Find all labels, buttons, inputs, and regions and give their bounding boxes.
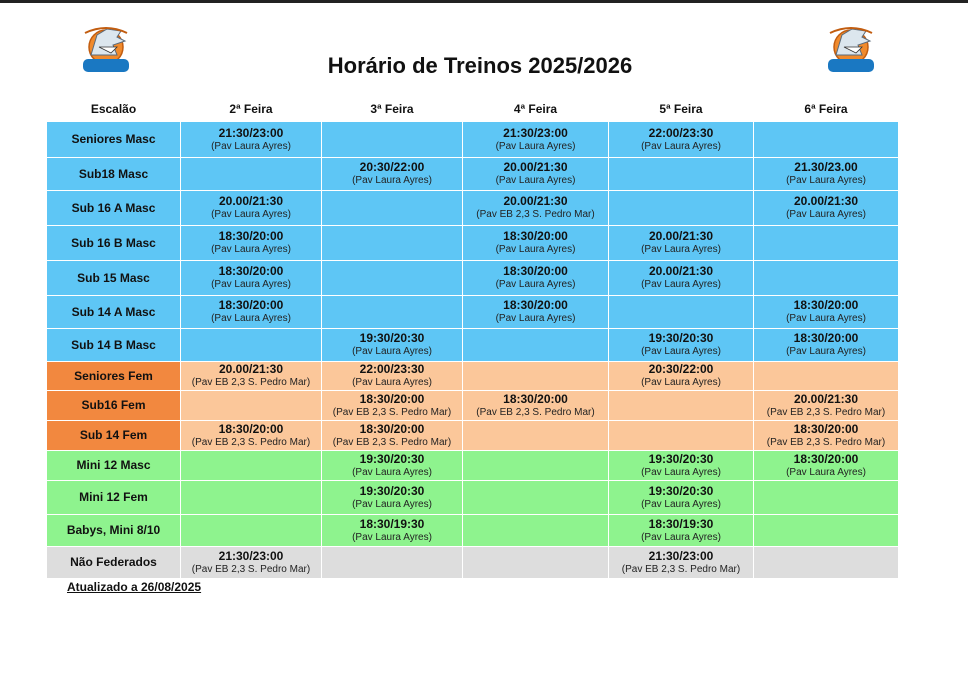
schedule-cell — [181, 547, 322, 579]
training-time: 21:30/23:00 — [503, 125, 568, 140]
schedule-cell — [322, 451, 463, 481]
table-row — [47, 391, 899, 421]
training-time: 20.00/21:30 — [793, 194, 859, 208]
table-row — [47, 122, 899, 158]
schedule-cell — [322, 191, 463, 226]
training-time: 18:30/20:00 — [503, 298, 568, 312]
training-time: 18:30/19:30 — [359, 516, 425, 531]
training-time: 19:30/20:30 — [359, 331, 425, 345]
schedule-cell — [609, 547, 754, 579]
row-label: Mini 12 Fem — [47, 481, 181, 515]
schedule-cell — [322, 261, 463, 296]
row-label: Não Federados — [47, 547, 181, 579]
schedule-cell — [181, 158, 322, 191]
table-row — [47, 296, 899, 329]
schedule-cell — [609, 391, 754, 421]
training-time: 20.00/21:30 — [648, 229, 714, 243]
training-location: (Pav Laura Ayres) — [495, 279, 576, 290]
schedule-cell — [181, 296, 322, 329]
row-label: Sub 14 B Masc — [47, 329, 181, 362]
schedule-cell — [181, 451, 322, 481]
schedule-cell — [181, 226, 322, 261]
schedule-cell — [609, 481, 754, 515]
row-label: Sub 16 A Masc — [47, 191, 181, 226]
row-label: Sub 16 B Masc — [47, 226, 181, 261]
training-location: (Pav Laura Ayres) — [352, 498, 432, 510]
schedule-cell — [322, 122, 463, 158]
training-location: (Pav Laura Ayres) — [211, 209, 291, 220]
schedule-cell — [754, 547, 899, 579]
training-time: 20.00/21:30 — [503, 160, 568, 174]
training-location: (Pav Laura Ayres) — [641, 346, 721, 357]
training-location: (Pav EB 2,3 S. Pedro Mar) — [191, 563, 311, 575]
training-time: 21.30/23.00 — [794, 160, 858, 174]
row-label: Mini 12 Masc — [47, 451, 181, 481]
training-location: (Pav Laura Ayres) — [641, 531, 721, 543]
schedule-cell — [181, 122, 322, 158]
row-label: Sub 14 Fem — [47, 421, 181, 451]
schedule-cell — [754, 362, 899, 391]
schedule-cell — [463, 481, 609, 515]
schedule-cell — [463, 362, 609, 391]
training-time: 20:30/22:00 — [359, 160, 425, 174]
table-row — [47, 547, 899, 579]
schedule-cell — [754, 421, 899, 451]
header-day: 6ª Feira — [754, 97, 899, 122]
training-location: (Pav Laura Ayres) — [211, 244, 291, 255]
table-row — [47, 191, 899, 226]
training-location: (Pav Laura Ayres) — [786, 313, 866, 324]
schedule-cell — [754, 451, 899, 481]
schedule-cell — [181, 391, 322, 421]
schedule-cell — [181, 191, 322, 226]
row-label: Sub 15 Masc — [47, 261, 181, 296]
schedule-cell — [754, 329, 899, 362]
schedule-cell — [463, 261, 609, 296]
training-time: 22:00/23:30 — [648, 125, 714, 140]
training-time: 20:30/22:00 — [648, 362, 714, 376]
training-location: (Pav EB 2,3 S. Pedro Mar) — [621, 563, 741, 575]
table-row — [47, 158, 899, 191]
training-time: 19:30/20:30 — [648, 483, 714, 498]
table-body — [47, 122, 899, 579]
schedule-cell — [754, 481, 899, 515]
row-label: Babys, Mini 8/10 — [47, 515, 181, 547]
training-location: (Pav Laura Ayres) — [211, 313, 291, 324]
training-time: 22:00/23:30 — [359, 362, 425, 376]
training-location: (Pav Laura Ayres) — [352, 346, 432, 357]
table-row — [47, 481, 899, 515]
table-row — [47, 226, 899, 261]
training-time: 18:30/20:00 — [218, 298, 284, 312]
table-row — [47, 515, 899, 547]
header-day: 3ª Feira — [322, 97, 463, 122]
training-location: (Pav EB 2,3 S. Pedro Mar) — [766, 436, 886, 448]
schedule-cell — [463, 329, 609, 362]
schedule-cell — [609, 261, 754, 296]
training-location: (Pav Laura Ayres) — [352, 531, 432, 543]
schedule-cell — [754, 261, 899, 296]
training-time: 21:30/23:00 — [648, 548, 714, 563]
schedule-cell — [754, 191, 899, 226]
schedule-cell — [609, 362, 754, 391]
training-location: (Pav Laura Ayres) — [641, 140, 721, 152]
training-time: 18:30/20:00 — [218, 421, 284, 436]
training-location: (Pav Laura Ayres) — [641, 377, 721, 388]
schedule-cell — [463, 421, 609, 451]
row-label: Sub16 Fem — [47, 391, 181, 421]
training-time: 18:30/20:00 — [359, 421, 425, 436]
schedule-cell — [181, 362, 322, 391]
training-location: (Pav Laura Ayres) — [641, 279, 721, 290]
training-location: (Pav Laura Ayres) — [352, 377, 432, 388]
training-time: 18:30/20:00 — [503, 264, 568, 278]
schedule-cell — [322, 391, 463, 421]
schedule-cell — [322, 515, 463, 547]
table-row — [47, 421, 899, 451]
schedule-cell — [609, 122, 754, 158]
training-time: 18:30/20:00 — [793, 331, 859, 345]
training-location: (Pav EB 2,3 S. Pedro Mar) — [476, 406, 595, 418]
training-time: 18:30/20:00 — [793, 421, 859, 436]
training-location: (Pav Laura Ayres) — [786, 466, 866, 478]
schedule-cell — [754, 515, 899, 547]
schedule-cell — [181, 329, 322, 362]
training-time: 18:30/19:30 — [648, 516, 714, 531]
training-time: 20.00/21:30 — [793, 391, 859, 406]
schedule-cell — [609, 158, 754, 191]
training-location: (Pav Laura Ayres) — [352, 466, 432, 478]
training-time: 18:30/20:00 — [503, 391, 568, 406]
training-location: (Pav Laura Ayres) — [495, 140, 576, 152]
training-location: (Pav Laura Ayres) — [641, 498, 721, 510]
training-time: 19:30/20:30 — [648, 451, 714, 466]
header-day: 2ª Feira — [181, 97, 322, 122]
training-time: 21:30/23:00 — [218, 548, 284, 563]
table-row — [47, 362, 899, 391]
training-location: (Pav EB 2,3 S. Pedro Mar) — [191, 377, 311, 388]
training-location: (Pav Laura Ayres) — [786, 209, 866, 220]
schedule-cell — [463, 451, 609, 481]
schedule-cell — [609, 515, 754, 547]
row-label: Seniores Fem — [47, 362, 181, 391]
row-label: Sub 14 A Masc — [47, 296, 181, 329]
header-row — [47, 97, 899, 122]
training-location: (Pav Laura Ayres) — [495, 244, 576, 255]
schedule-cell — [463, 158, 609, 191]
training-time: 18:30/20:00 — [793, 298, 859, 312]
schedule-cell — [609, 421, 754, 451]
schedule-cell — [181, 421, 322, 451]
schedule-cell — [754, 158, 899, 191]
schedule-cell — [754, 122, 899, 158]
page-title: Horário de Treinos 2025/2026 — [327, 53, 633, 78]
schedule-cell — [322, 329, 463, 362]
training-time: 18:30/20:00 — [793, 451, 859, 466]
training-time: 20.00/21:30 — [648, 264, 714, 278]
schedule-cell — [754, 226, 899, 261]
schedule-cell — [322, 296, 463, 329]
row-label: Seniores Masc — [47, 122, 181, 158]
schedule-cell — [609, 191, 754, 226]
training-time: 20.00/21:30 — [503, 194, 568, 208]
header-day: 4ª Feira — [463, 97, 609, 122]
training-location: (Pav EB 2,3 S. Pedro Mar) — [191, 436, 311, 448]
schedule-cell — [609, 451, 754, 481]
schedule-cell — [181, 261, 322, 296]
schedule-cell — [322, 547, 463, 579]
schedule-cell — [463, 391, 609, 421]
training-time: 19:30/20:30 — [359, 451, 425, 466]
training-location: (Pav EB 2,3 S. Pedro Mar) — [476, 209, 595, 220]
training-location: (Pav Laura Ayres) — [211, 279, 291, 290]
schedule-cell — [181, 515, 322, 547]
training-location: (Pav Laura Ayres) — [641, 466, 721, 478]
training-location: (Pav Laura Ayres) — [352, 175, 432, 186]
training-location: (Pav Laura Ayres) — [786, 346, 866, 357]
schedule-cell — [609, 296, 754, 329]
schedule-cell — [609, 329, 754, 362]
training-location: (Pav Laura Ayres) — [495, 175, 576, 186]
table-row — [47, 329, 899, 362]
training-time: 18:30/20:00 — [503, 229, 568, 243]
schedule-cell — [754, 296, 899, 329]
training-location: (Pav Laura Ayres) — [786, 175, 866, 186]
training-time: 21:30/23:00 — [218, 125, 284, 140]
training-location: (Pav EB 2,3 S. Pedro Mar) — [332, 406, 452, 418]
training-location: (Pav Laura Ayres) — [495, 313, 576, 324]
schedule-cell — [463, 547, 609, 579]
table-row — [47, 451, 899, 481]
training-time: 18:30/20:00 — [359, 391, 425, 406]
training-time: 20.00/21:30 — [218, 362, 284, 376]
schedule-cell — [322, 226, 463, 261]
schedule-table — [46, 97, 899, 579]
schedule-cell — [609, 226, 754, 261]
training-time: 18:30/20:00 — [218, 229, 284, 243]
training-location: (Pav EB 2,3 S. Pedro Mar) — [332, 436, 452, 448]
row-label: Sub18 Masc — [47, 158, 181, 191]
schedule-cell — [463, 296, 609, 329]
schedule-cell — [754, 391, 899, 421]
training-location: (Pav EB 2,3 S. Pedro Mar) — [766, 406, 886, 418]
training-time: 19:30/20:30 — [359, 483, 425, 498]
updated-date: Atualizado a 26/08/2025 — [67, 580, 202, 594]
header-day: 5ª Feira — [609, 97, 754, 122]
table-row — [47, 261, 899, 296]
training-time: 18:30/20:00 — [218, 264, 284, 278]
header-escalao: Escalão — [47, 97, 181, 122]
schedule-cell — [181, 481, 322, 515]
training-location: (Pav Laura Ayres) — [211, 140, 291, 152]
schedule-cell — [463, 226, 609, 261]
schedule-cell — [322, 481, 463, 515]
training-location: (Pav Laura Ayres) — [641, 244, 721, 255]
schedule-cell — [463, 191, 609, 226]
training-time: 20.00/21:30 — [218, 194, 284, 208]
schedule-cell — [322, 362, 463, 391]
training-time: 19:30/20:30 — [648, 331, 714, 345]
schedule-cell — [463, 122, 609, 158]
schedule-cell — [322, 158, 463, 191]
schedule-cell — [322, 421, 463, 451]
schedule-cell — [463, 515, 609, 547]
